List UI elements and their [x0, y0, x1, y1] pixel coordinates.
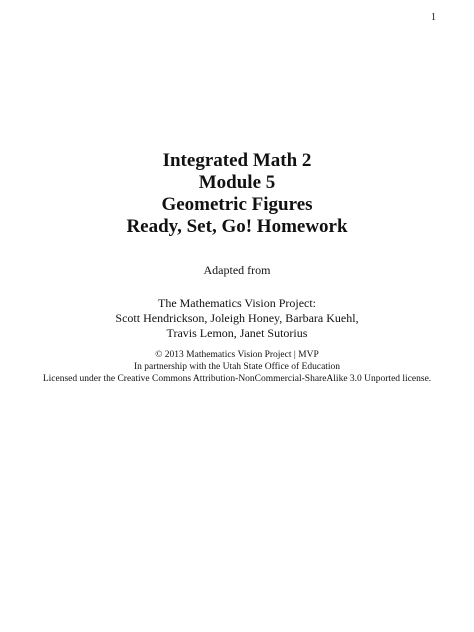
adapted-from-label: Adapted from	[203, 263, 271, 277]
title-module: Module 5	[198, 172, 276, 193]
credit-authors-line-1: Scott Hendrickson, Joleigh Honey, Barbara Kuehl,	[115, 311, 359, 325]
credits-block	[0, 296, 474, 341]
title-subtitle: Ready, Set, Go! Homework	[126, 216, 348, 237]
credit-authors-line-2: Travis Lemon, Janet Sutorius	[166, 326, 308, 340]
title-course: Integrated Math 2	[162, 150, 312, 171]
copyright-line: © 2013 Mathematics Vision Project | MVP	[155, 350, 319, 360]
title-topic: Geometric Figures	[161, 194, 313, 215]
document-title	[0, 150, 474, 238]
credit-organization: The Mathematics Vision Project:	[157, 296, 317, 310]
partnership-line: In partnership with the Utah State Office of Education	[133, 362, 341, 372]
license-line: Licensed under the Creative Commons Attribution-NonCommercial-ShareAlike 3.0 Unported license.	[42, 374, 432, 384]
page-number: 1	[431, 12, 436, 23]
legal-block	[0, 349, 474, 385]
